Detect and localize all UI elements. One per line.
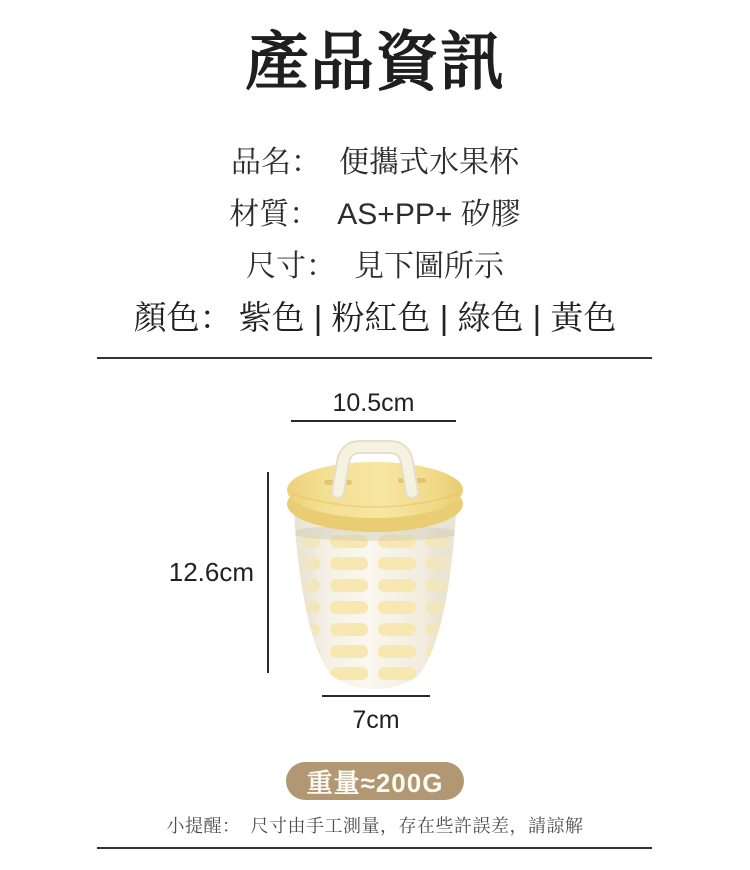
divider-top	[97, 357, 652, 359]
dim-height-label: 12.6cm	[168, 557, 254, 587]
product-image	[280, 432, 470, 692]
spec-value: 見下圖所示	[354, 250, 504, 283]
reminder-text: 尺寸由手工測量，存在些許誤差，請諒解	[250, 816, 584, 836]
weight-badge: 重量≈200G	[286, 762, 464, 800]
spec-row-size	[0, 237, 750, 289]
product-lid	[287, 462, 463, 532]
dim-width-line	[291, 420, 456, 422]
spec-value: AS+PP+ 矽膠	[337, 198, 521, 231]
spec-row-name	[0, 133, 750, 185]
spec-value: 便攜式水果杯	[339, 146, 519, 179]
dim-width-label: 10.5cm	[332, 389, 415, 417]
dim-base-line	[322, 695, 430, 697]
dim-height-line	[267, 472, 269, 673]
dim-base-label: 7cm	[352, 706, 400, 734]
spec-row-material	[0, 185, 750, 237]
reminder-note	[0, 812, 750, 838]
spec-label: 顏色：	[133, 298, 233, 336]
page-title: 產品資訊	[245, 26, 505, 98]
spec-value: 紫色 | 粉紅色 | 綠色 | 黃色	[238, 298, 617, 336]
spec-row-color	[0, 289, 750, 341]
spec-label: 材質：	[229, 198, 320, 231]
spec-list	[0, 133, 750, 341]
reminder-label: 小提醒：	[166, 816, 241, 836]
spec-label: 尺寸：	[246, 250, 336, 283]
divider-bottom	[97, 847, 652, 849]
product-body	[290, 510, 462, 690]
spec-label: 品名：	[231, 146, 321, 179]
